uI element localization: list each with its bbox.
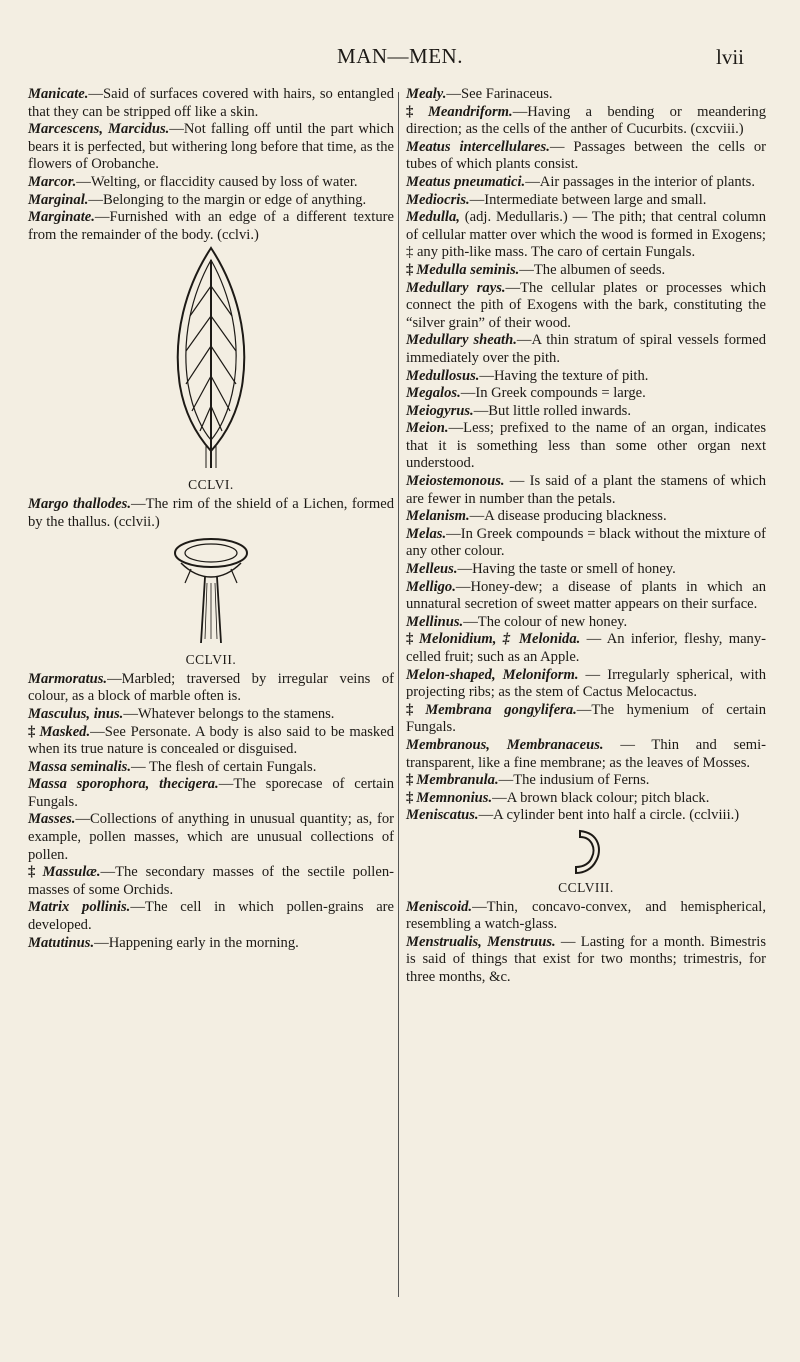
dictionary-entry	[406, 403, 766, 421]
entry-term: Meatus pneumatici.	[406, 173, 526, 190]
dictionary-entry	[406, 192, 766, 210]
entry-term: Melanism.	[406, 508, 470, 525]
column-divider	[398, 92, 399, 1297]
entry-definition: —Collections of anything in unusual quantity; as, for example, pollen masses, which are unusual collections of pollen.	[28, 811, 394, 863]
dictionary-entry	[28, 706, 394, 724]
entry-definition: — The flesh of certain Fungals.	[131, 758, 317, 775]
page-number: lvii	[715, 45, 744, 69]
dictionary-entry	[406, 561, 766, 579]
entry-definition: —The sporecase of certain Fungals.	[28, 776, 395, 810]
entry-definition: —The rim of the shield of a Lichen, formed by the thallus. (cclvii.)	[28, 495, 394, 530]
dictionary-entry	[28, 496, 394, 531]
dictionary-entry	[406, 702, 766, 737]
entry-definition: —Belonging to the margin or edge of anything.	[88, 191, 367, 208]
entry-definition: —The cell in which pollen-grains are developed.	[28, 899, 395, 934]
entry-definition: —The hymenium of certain Fungals.	[406, 701, 766, 736]
dictionary-entry	[406, 934, 766, 987]
entry-definition: —Marbled; traversed by irregular veins of colour, as a block of marble often is.	[28, 670, 394, 705]
entry-definition: —Less; prefixed to the name of an organ, indicates that it is something less than some other organ next understood.	[406, 420, 766, 472]
entry-term: Meiostemonous.	[406, 473, 505, 490]
entry-term: Marginal.	[28, 191, 89, 208]
entry-definition: —A disease producing blackness.	[469, 508, 667, 525]
entry-definition: —Happening early in the morning.	[94, 934, 299, 951]
dictionary-entry	[406, 280, 766, 333]
entry-definition: —Thin, concavo-convex, and hemispherical, resembling a watch-glass.	[406, 898, 766, 933]
dictionary-entry	[406, 262, 766, 280]
entry-term: Medullary sheath.	[406, 332, 517, 349]
entry-definition: — Irregularly spherical, with projecting ribs; as the stem of Cactus Melocactus.	[406, 666, 766, 701]
entry-definition: —A cylinder bent into half a circle. (cclviii.)	[478, 807, 740, 824]
dictionary-entry	[28, 724, 394, 759]
dictionary-entry	[28, 86, 394, 121]
entry-definition: —Said of surfaces covered with hairs, so entangled that they can be stripped off like a skin.	[28, 86, 394, 120]
entry-definition: —Not falling off until the part which bears it is perfected, but withering long before that time, as the flowers of Orobanche.	[28, 121, 395, 173]
double-dagger-mark: ‡	[406, 631, 416, 648]
dictionary-entry	[406, 174, 766, 192]
entry-term: Melleus.	[406, 561, 458, 578]
entry-term: Mediocris.	[406, 191, 470, 208]
dictionary-entry	[406, 86, 766, 104]
dictionary-entry	[406, 508, 766, 526]
entry-definition: —The secondary masses of the sectile pollen-masses of some Orchids.	[28, 864, 394, 898]
entry-list	[406, 899, 766, 987]
entry-definition: —Air passages in the interior of plants.	[525, 173, 756, 190]
entry-definition: —The colour of new honey.	[463, 613, 628, 630]
entry-term: Marcescens, Marcidus.	[28, 121, 170, 138]
entry-term: Megalos.	[406, 385, 461, 402]
entry-term: Massa sporophora, thecigera.	[28, 776, 219, 793]
entry-definition: —Honey-dew; a disease of plants in which an unnatural secretion of sweet matter appears on their surface.	[406, 578, 766, 613]
entry-definition: —Having the taste or smell of honey.	[457, 561, 676, 578]
entry-list	[406, 86, 766, 825]
dictionary-entry	[406, 667, 766, 702]
dictionary-entry	[406, 737, 766, 772]
entry-definition: — Is said of a plant the stamens of which are fewer in number than the petals.	[406, 473, 766, 507]
dictionary-entry	[406, 772, 766, 790]
entry-definition: —Furnished with an edge of a different texture from the remainder of the body. (cclvi.)	[28, 209, 394, 243]
figure-cclvii	[28, 533, 394, 669]
meniscatus-figure	[566, 827, 606, 877]
dictionary-entry	[28, 776, 394, 811]
dictionary-entry	[406, 385, 766, 403]
double-dagger-mark: ‡	[406, 701, 423, 718]
right-column	[406, 86, 766, 987]
entry-term: Medullary rays.	[406, 279, 506, 296]
figure-caption: CCLVI.	[188, 477, 234, 493]
dictionary-entry	[28, 209, 394, 244]
entry-term: Marmoratus.	[28, 670, 108, 687]
dictionary-entry	[406, 579, 766, 614]
figure-cclvi	[28, 246, 394, 494]
entry-term: Medulla,	[406, 209, 460, 226]
entry-term: Massa seminalis.	[28, 758, 131, 775]
entry-definition: —See Farinaceus.	[446, 86, 553, 102]
entry-term: Margo thallodes.	[28, 495, 131, 512]
entry-term: Meatus intercellulares.	[406, 138, 550, 155]
entry-term: Meion.	[406, 420, 449, 437]
entry-definition: (adj. Medullaris.) — The pith; that central column of cellular matter over which the wood is formed in Exogens; ‡ any pith-like mass. The caro of certain Fungals.	[406, 209, 766, 261]
entry-term: Massulæ.	[42, 864, 101, 881]
entry-term: Meniscatus.	[406, 807, 479, 824]
dictionary-entry	[406, 368, 766, 386]
entry-term: Masked.	[39, 723, 91, 740]
entry-term: Matrix pollinis.	[28, 899, 131, 916]
dictionary-entry	[406, 473, 766, 508]
double-dagger-mark: ‡	[406, 772, 414, 789]
dictionary-entry	[28, 192, 394, 210]
dictionary-entry	[406, 104, 766, 139]
entry-term: Melon-shaped, Meloniform.	[406, 666, 579, 683]
dictionary-entry	[406, 332, 766, 367]
entry-definition: —Intermediate between large and small.	[469, 191, 707, 208]
dictionary-entry	[406, 807, 766, 825]
figure-cclviii	[406, 827, 766, 897]
dictionary-entry	[406, 631, 766, 666]
figure-caption: CCLVII.	[185, 652, 237, 668]
entry-definition: —The albumen of seeds.	[519, 261, 666, 278]
lichen-shield-figure	[161, 533, 261, 649]
entry-term: Meniscoid.	[406, 898, 473, 915]
entry-definition: —Welting, or flaccidity caused by loss of water.	[76, 173, 358, 190]
entry-definition: —Having a bending or meandering direction; as the cells of the anther of Cucurbits. (cxcviii.)	[406, 103, 766, 138]
entry-definition: —See Personate. A body is also said to be masked when its true nature is concealed or disguised.	[28, 723, 394, 758]
dictionary-entry	[28, 935, 394, 953]
entry-definition: —In Greek compounds = large.	[460, 385, 646, 402]
entry-definition: —A brown black colour; pitch black.	[492, 789, 710, 806]
entry-term: Medullosus.	[406, 367, 480, 384]
dictionary-entry	[28, 864, 394, 899]
dictionary-entry	[406, 209, 766, 262]
dictionary-entry	[28, 899, 394, 934]
running-title: MAN—MEN.	[337, 44, 463, 68]
entry-term: Masses.	[28, 811, 76, 828]
dictionary-entry	[406, 420, 766, 473]
entry-definition: — An inferior, fleshy, many-celled fruit; such as an Apple.	[406, 631, 767, 665]
dictionary-entry	[406, 139, 766, 174]
entry-term: Marcor.	[28, 173, 77, 190]
double-dagger-mark: ‡	[28, 864, 40, 881]
double-dagger-mark: ‡	[406, 261, 414, 278]
dictionary-entry	[406, 790, 766, 808]
entry-definition: — Passages between the cells or tubes of which plants consist.	[406, 138, 766, 173]
entry-list	[28, 671, 394, 953]
double-dagger-mark: ‡	[28, 723, 37, 740]
entry-term: Melligo.	[406, 578, 456, 595]
entry-term: Memnonius.	[416, 789, 493, 806]
entry-list	[28, 496, 394, 531]
entry-definition: —A thin stratum of spiral vessels formed immediately over the pith.	[406, 332, 767, 366]
dictionary-entry	[28, 121, 394, 174]
entry-definition: —The indusium of Ferns.	[498, 772, 650, 789]
entry-definition: —Having the texture of pith.	[479, 367, 649, 384]
entry-term: Manicate.	[28, 86, 89, 102]
entry-term: Medulla seminis.	[416, 261, 520, 278]
entry-term: Melonidium, ‡ Melonida.	[418, 631, 581, 648]
entry-term: Matutinus.	[28, 934, 95, 951]
double-dagger-mark: ‡	[406, 103, 425, 120]
entry-term: Membranula.	[416, 772, 499, 789]
left-column	[28, 86, 394, 952]
dictionary-entry	[28, 174, 394, 192]
entry-term: Melas.	[406, 525, 447, 542]
entry-term: Meiogyrus.	[406, 402, 474, 419]
entry-term: Menstrualis, Menstruus.	[406, 933, 556, 950]
entry-term: Mealy.	[406, 86, 447, 102]
figure-caption: CCLVIII.	[558, 879, 614, 895]
dictionary-entry	[28, 671, 394, 706]
entry-definition: — Lasting for a month. Bimestris is said of things that exist for two months; trimestris, for three months, &c.	[406, 933, 766, 985]
dictionary-entry	[406, 614, 766, 632]
entry-definition: —Whatever belongs to the stamens.	[123, 705, 335, 722]
entry-term: Membranous, Membranaceus.	[406, 736, 604, 753]
entry-term: Membrana gongylifera.	[425, 701, 577, 718]
double-dagger-mark: ‡	[406, 789, 414, 806]
entry-definition: —The cellular plates or processes which connect the pith of Exogens with the bark, constituting the “silver grain” of their wood.	[406, 279, 766, 331]
dictionary-entry	[406, 526, 766, 561]
entry-term: Meandriform.	[427, 103, 513, 120]
entry-term: Mellinus.	[406, 613, 464, 630]
dictionary-entry	[28, 759, 394, 777]
entry-term: Masculus, inus.	[28, 705, 124, 722]
page-header	[0, 44, 800, 74]
dictionary-entry	[406, 899, 766, 934]
dictionary-entry	[28, 811, 394, 864]
entry-list	[28, 86, 394, 244]
entry-term: Marginate.	[28, 209, 95, 226]
marginate-leaf-figure	[166, 246, 256, 474]
entry-definition: —In Greek compounds = black without the mixture of any other colour.	[406, 525, 766, 560]
entry-definition: — Thin and semi-transparent, like a fine membrane; as the leaves of Mosses.	[406, 736, 766, 771]
entry-definition: —But little rolled inwards.	[473, 402, 631, 419]
